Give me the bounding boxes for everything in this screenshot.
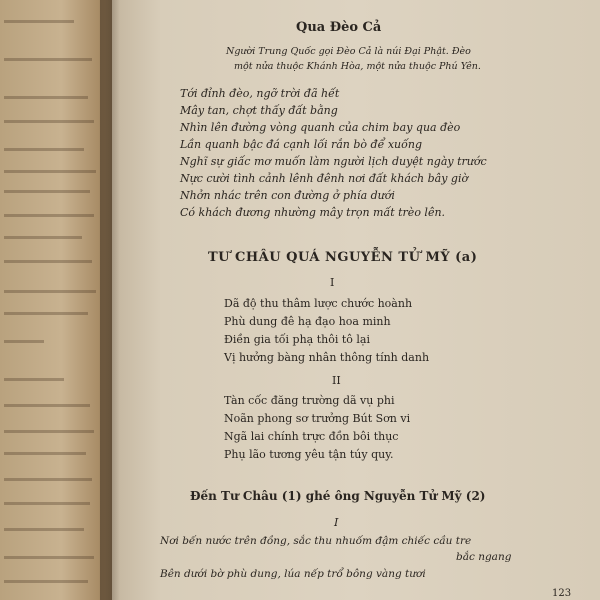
section2-part1-line-2: Phù dung đê hạ đạo hoa minh	[224, 315, 391, 328]
section2-part2-line-2: Noãn phong sơ trưởng Bút Sơn vi	[224, 412, 411, 425]
section1-line-3: Nhìn lên đường vòng quanh của chim bay qua đèo	[180, 121, 461, 134]
section2-part1-line-3: Điền gia tối phạ thôi tô lại	[224, 333, 370, 346]
section3-line-1: Nơi bến nước trên đồng, sắc thu nhuốm đậm chiếc cầu tre	[160, 535, 472, 547]
section2-part1-line-1: Dã độ thu thâm lược chước hoành	[224, 297, 413, 310]
section1-line-1: Tới đỉnh đèo, ngỡ trời đã hết	[180, 87, 340, 100]
section2-part2-line-1: Tàn cốc đăng trường dã vụ phi	[224, 394, 395, 407]
book-gutter	[100, 0, 120, 600]
section1-line-7: Nhởn nhác trên con đường ở phía dưới	[180, 189, 395, 202]
section1-note-line-1: Người Trung Quốc gọi Đèo Cả là núi Đại Phật. Đèo	[226, 46, 471, 57]
section3-line-3: Bên dưới bờ phù dung, lúa nếp trổ bông vàng tươi	[160, 568, 426, 580]
section1-line-6: Nực cười tình cảnh lênh đênh nơi đất khách bây giờ	[180, 172, 469, 185]
page-number: 123	[552, 588, 572, 599]
section2-part2-line-4: Phụ lão tương yêu tận túy quy.	[224, 448, 394, 461]
section1-line-4: Lần quanh bậc đá cạnh lối rắn bò để xuống	[180, 138, 422, 151]
section2-part2-numeral: II	[332, 374, 341, 387]
left-page-text-fragments	[4, 0, 104, 600]
section1-note-line-2: một nửa thuộc Khánh Hòa, một nửa thuộc Phú Yên.	[234, 61, 481, 72]
section1-line-5: Nghĩ sự giấc mơ muốn làm người lịch duyệt ngày trước	[180, 155, 487, 168]
section2-part1-line-4: Vị hưởng bàng nhân thông tính danh	[224, 351, 430, 364]
section3-numeral: I	[334, 516, 339, 529]
section3-title: Đến Tư Châu (1) ghé ông Nguyễn Tử Mỹ (2)	[190, 489, 486, 503]
section1-line-8: Có khách đương nhường mây trọn mất trèo lên.	[180, 206, 446, 219]
section2-part2-line-3: Ngã lai chính trực đồn bôi thục	[224, 430, 399, 443]
left-page	[0, 0, 112, 600]
section1-title: Qua Đèo Cả	[296, 20, 382, 35]
section3-line-2: bắc ngang	[456, 551, 512, 563]
section2-title: TƯ CHÂU QUÁ NGUYỄN TỬ MỸ (a)	[208, 250, 478, 265]
section1-line-2: Mây tan, chợt thấy đất bằng	[180, 104, 338, 117]
section2-part1-numeral: I	[330, 276, 335, 289]
